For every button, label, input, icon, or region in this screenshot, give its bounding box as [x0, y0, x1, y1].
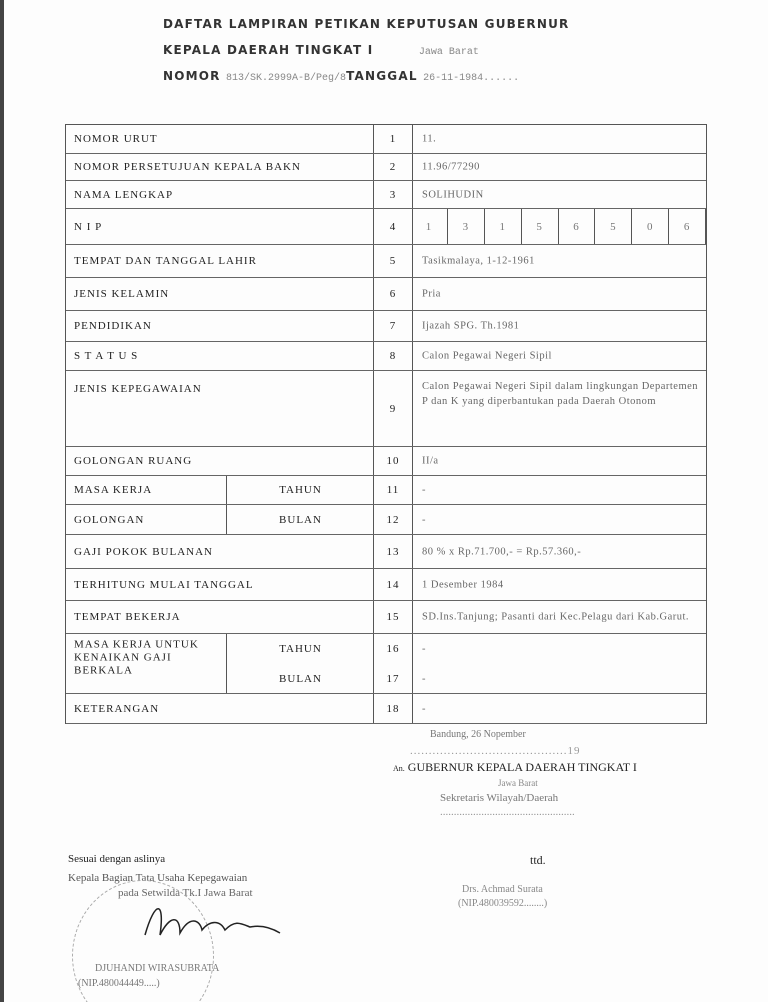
row-number: 15 — [373, 601, 413, 633]
nomor-label: NOMOR — [163, 69, 221, 83]
table-row — [66, 447, 706, 476]
nip-digit: 6 — [559, 209, 596, 244]
row-number: 7 — [373, 311, 413, 341]
row-label: MASA KERJA — [74, 484, 153, 496]
table-row — [66, 476, 706, 505]
governor-title: GUBERNUR KEPALA DAERAH TINGKAT I — [407, 760, 637, 774]
place-date: Bandung, 26 Nopember — [430, 729, 526, 740]
row-number: 3 — [373, 181, 413, 208]
row-label: GAJI POKOK BULANAN — [74, 545, 213, 558]
header-nomor — [163, 69, 519, 84]
table-row — [66, 209, 706, 245]
row-number: 2 — [373, 154, 413, 180]
row-label: JENIS KEPEGAWAIAN — [74, 383, 202, 395]
signer-name: Drs. Achmad Surata — [462, 884, 543, 895]
row-value: Ijazah SPG. Th.1981 — [422, 320, 520, 332]
nip-digit: 5 — [522, 209, 559, 244]
nip-digit: 0 — [632, 209, 669, 244]
row-label: S T A T U S — [74, 350, 139, 362]
row-sublabel: TAHUN — [226, 634, 374, 664]
row-label: JENIS KELAMIN — [74, 288, 170, 300]
row-label: KETERANGAN — [74, 702, 160, 715]
table-row — [66, 505, 706, 535]
row-sublabel: BULAN — [226, 664, 374, 693]
header-line2-text: KEPALA DAERAH TINGKAT I — [163, 43, 374, 57]
row-label: MASA KERJA UNTUK KENAIKAN GAJI BERKALA — [74, 638, 199, 677]
header-line1: DAFTAR LAMPIRAN PETIKAN KEPUTUSAN GUBERNUR — [163, 17, 570, 31]
table-row — [66, 245, 706, 278]
table-row — [66, 125, 706, 154]
row-number: 6 — [373, 278, 413, 310]
table-row — [66, 694, 706, 724]
row-value: Calon Pegawai Negeri Sipil dalam lingkungan Departemen P dan K yang diperbantukan pada Daerah Otonom — [422, 381, 699, 407]
year-suffix: 19 — [567, 745, 581, 757]
row-number: 12 — [373, 505, 413, 534]
row-number: 14 — [373, 569, 413, 600]
row-number: 11 — [373, 476, 413, 504]
row-value: 80 % x Rp.71.700,- = Rp.57.360,- — [422, 546, 582, 557]
row-number: 17 — [373, 664, 413, 693]
header-line2 — [163, 43, 479, 58]
header-region: Jawa Barat — [418, 47, 479, 58]
nip-digit: 6 — [669, 209, 706, 244]
signer-nip: (NIP.480039592........) — [458, 898, 548, 909]
row-number: 8 — [373, 342, 413, 370]
nomor-value: 813/SK.2999A-B/Peg/8 — [226, 73, 347, 84]
row-label: GOLONGAN RUANG — [74, 455, 193, 467]
sign-region: Jawa Barat — [498, 778, 538, 788]
nip-digit: 1 — [411, 209, 448, 244]
certify-name: DJUHANDI WIRASUBRATA — [95, 963, 220, 974]
row-number: 9 — [373, 371, 413, 446]
nip-boxes — [411, 209, 706, 244]
row-label: NOMOR URUT — [74, 133, 158, 145]
row-value: 11. — [422, 133, 437, 145]
row-label: TEMPAT BEKERJA — [74, 611, 181, 623]
row-number: 1 — [373, 125, 413, 153]
ttd-label: ttd. — [530, 853, 546, 867]
row-label: NOMOR PERSETUJUAN KEPALA BAKN — [74, 161, 301, 173]
row-label: NAMA LENGKAP — [74, 188, 174, 201]
row-value: - — [422, 673, 426, 684]
row-number: 10 — [373, 447, 413, 475]
table-row — [66, 634, 706, 677]
table-row — [66, 601, 706, 634]
row-number: 18 — [373, 694, 413, 723]
row-value: Calon Pegawai Negeri Sipil — [422, 350, 552, 362]
table-row — [66, 569, 706, 601]
row-value: 1 Desember 1984 — [422, 579, 504, 590]
certify-nip: (NIP.480044449.....) — [78, 978, 160, 989]
table-row — [66, 664, 706, 694]
tanggal-value: 26-11-1984...... — [423, 73, 520, 84]
role-dots: ................................................. — [440, 806, 575, 818]
row-number: 5 — [373, 245, 413, 277]
tanggal-label: TANGGAL — [346, 69, 418, 83]
table-row — [66, 311, 706, 342]
nip-digit: 1 — [485, 209, 522, 244]
certify-line3: pada Setwilda Tk.I Jawa Barat — [118, 887, 253, 899]
row-label: TEMPAT DAN TANGGAL LAHIR — [74, 255, 257, 267]
table-row — [66, 181, 706, 209]
row-value: - — [422, 484, 426, 496]
row-sublabel: TAHUN — [226, 476, 374, 504]
row-label: N I P — [74, 220, 103, 233]
row-value: Tasikmalaya, 1-12-1961 — [422, 255, 535, 267]
scan-edge — [0, 0, 4, 1002]
handwritten-signature — [140, 895, 290, 945]
row-value: SOLIHUDIN — [422, 189, 484, 200]
nip-digit: 3 — [448, 209, 485, 244]
table-row — [66, 535, 706, 569]
sign-role: Sekretaris Wilayah/Daerah — [440, 792, 559, 804]
an-label: An. — [393, 764, 405, 773]
row-value: II/a — [422, 455, 439, 467]
row-number: 13 — [373, 535, 413, 568]
row-value: - — [422, 643, 426, 655]
row-value: 11.96/77290 — [422, 161, 480, 173]
table-row — [66, 342, 706, 371]
certify-line2: Kepala Bagian Tata Usaha Kepegawaian — [68, 872, 248, 884]
row-label: TERHITUNG MULAI TANGGAL — [74, 578, 254, 591]
row-label: PENDIDIKAN — [74, 320, 152, 332]
table-row — [66, 278, 706, 311]
table-row — [66, 154, 706, 181]
row-value: Pria — [422, 288, 441, 300]
row-value: - — [422, 703, 426, 714]
certify-line1: Sesuai dengan aslinya — [68, 853, 166, 865]
row-label: GOLONGAN — [74, 513, 145, 526]
table-row — [66, 371, 706, 447]
row-value: - — [422, 514, 426, 525]
row-number: 16 — [373, 634, 413, 664]
data-table — [65, 124, 707, 724]
row-value: SD.Ins.Tanjung; Pasanti dari Kec.Pelagu dari Kab.Garut. — [422, 611, 690, 623]
row-number: 4 — [373, 209, 413, 244]
nip-digit: 5 — [595, 209, 632, 244]
sign-title — [393, 760, 637, 775]
row-sublabel: BULAN — [226, 505, 374, 534]
date-dots: ..........................................19 — [410, 745, 581, 757]
